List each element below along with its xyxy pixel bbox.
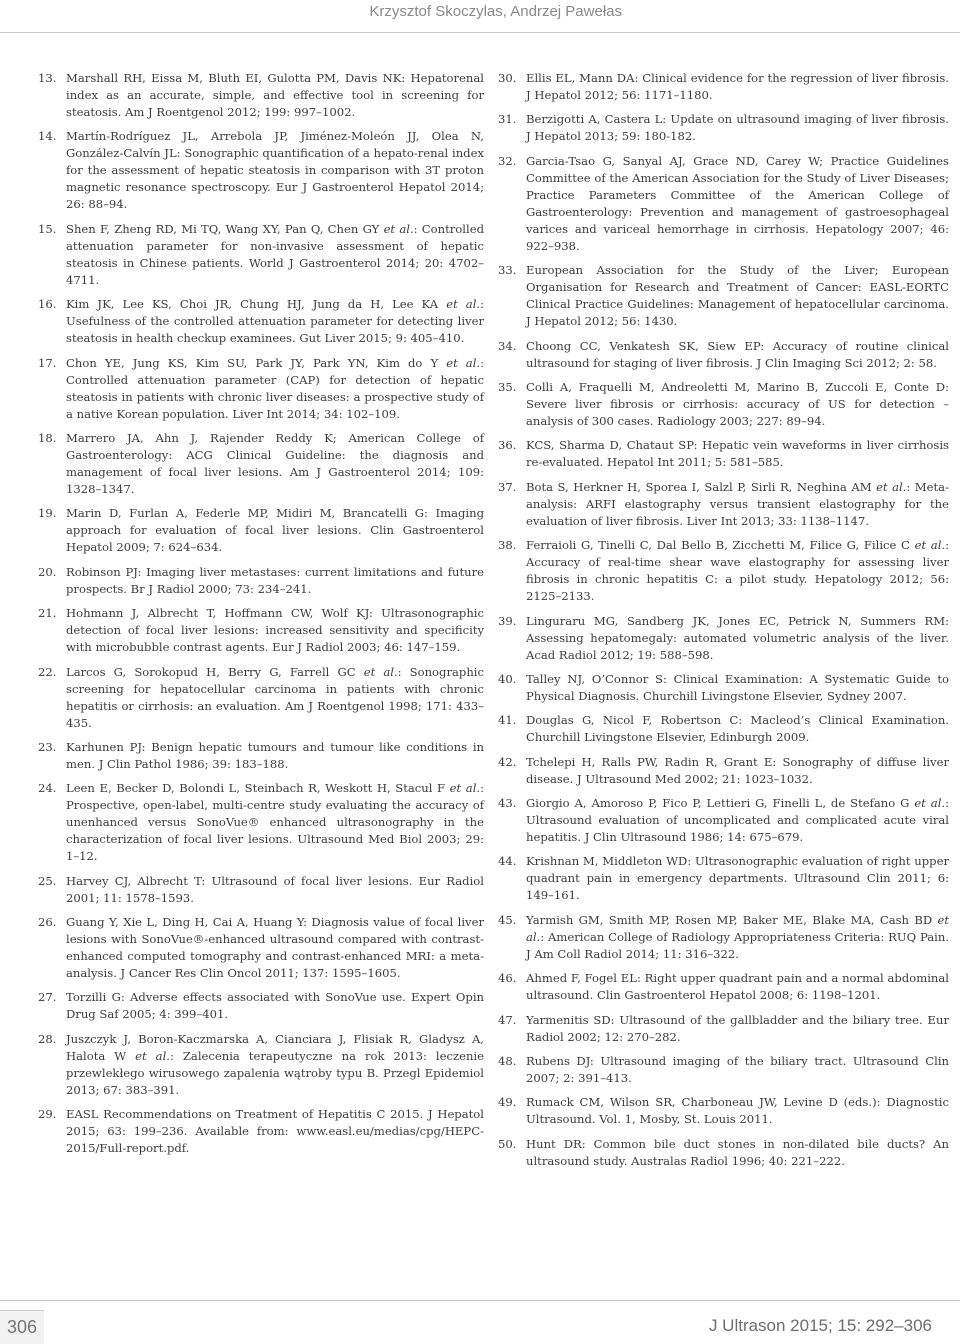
reference-entry bbox=[498, 437, 949, 471]
reference-text: Rubens DJ: Ultrasound imaging of the biliary tract. Ultrasound Clin 2007; 2: 391–413. bbox=[526, 1054, 949, 1086]
reference-number: 50. bbox=[498, 1136, 517, 1151]
reference-number: 18. bbox=[38, 430, 57, 445]
reference-text: Torzilli G: Adverse effects associated with SonoVue use. Expert Opin Drug Saf 2005; 4: 399–401. bbox=[66, 990, 484, 1022]
reference-number: 20. bbox=[38, 564, 57, 579]
reference-text: Garcia-Tsao G, Sanyal AJ, Grace ND, Carey W; Practice Guidelines Committee of the American Association for the Study of Liver Diseases; Practice Parameters Committee of the American College of Gastroenterology: Prevention and management of gastroesophageal varices and variceal hemorrhage in cirrhosis. Hepatology 2007; 46: 922–938. bbox=[526, 153, 949, 253]
reference-entry bbox=[498, 379, 949, 430]
reference-text: Marshall RH, Eissa M, Bluth EI, Gulotta PM, Davis NK: Hepatorenal index as an accurate, simple, and effective tool in screening for steatosis. Am J Roentgenol 2012; 199: 997–1002. bbox=[66, 71, 484, 119]
reference-number: 13. bbox=[38, 71, 57, 85]
reference-text: Hunt DR: Common bile duct stones in non-dilated bile ducts? An ultrasound study. Australas Radiol 1996; 40: 221–222. bbox=[526, 1136, 949, 1168]
reference-entry bbox=[38, 430, 484, 498]
reference-number: 33. bbox=[498, 263, 517, 278]
reference-entry bbox=[38, 1031, 484, 1099]
reference-number: 24. bbox=[38, 781, 57, 796]
reference-text: Douglas G, Nicol F, Robertson C: Macleod’s Clinical Examination. Churchill Livingstone Elsevier, Edinburgh 2009. bbox=[526, 713, 949, 745]
reference-text: Hohmann J, Albrecht T, Hoffmann CW, Wolf KJ: Ultrasonographic detection of focal liver lesions: increased sensitivity and specificity with microbubble contrast agents. Eur J Radiol 2003; 46: 147–159. bbox=[66, 606, 484, 655]
reference-number: 30. bbox=[498, 71, 517, 85]
reference-text: Marrero JA, Ahn J, Rajender Reddy K; American College of Gastroenterology: ACG Clinical Guideline: the diagnosis and management of focal liver lesions. Am J Gastroenterol 2014; 109: 1328–1347. bbox=[66, 430, 484, 496]
reference-number: 43. bbox=[498, 796, 517, 811]
reference-number: 34. bbox=[498, 338, 517, 353]
reference-text: Bota S, Herkner H, Sporea I, Salzl P, Sirli R, Neghina AM et al.: Meta-analysis: ARFI elastography versus transient elastography for the evaluation of liver fibrosis. Liver Int 2013; 33: 1138–1147. bbox=[526, 479, 950, 528]
reference-entry bbox=[38, 128, 484, 213]
reference-number: 36. bbox=[498, 438, 517, 453]
reference-text: Chon YE, Jung KS, Kim SU, Park JY, Park YN, Kim do Y et al.: Controlled attenuation parameter (CAP) for detection of hepatic steatosis in patients with chronic liver diseases: a prospective study of a native Korean population. Liver Int 2014; 34: 102–109. bbox=[66, 355, 485, 421]
reference-text: Choong CC, Venkatesh SK, Siew EP: Accuracy of routine clinical ultrasound for staging of liver fibrosis. J Clin Imaging Sci 2012; 2: 58. bbox=[526, 338, 949, 370]
reference-entry bbox=[498, 1094, 949, 1128]
reference-entry bbox=[498, 912, 949, 963]
reference-number: 21. bbox=[38, 606, 57, 621]
reference-number: 39. bbox=[498, 613, 517, 628]
reference-number: 41. bbox=[498, 713, 517, 728]
reference-entry bbox=[38, 739, 484, 773]
reference-entry bbox=[498, 613, 949, 664]
journal-citation: J Ultrason 2015; 15: 292–306 bbox=[708, 1316, 932, 1335]
reference-text: Krishnan M, Middleton WD: Ultrasonographic evaluation of right upper quadrant pain in emergency departments. Ultrasound Clin 2011; 6: 149–161. bbox=[526, 854, 949, 903]
reference-number: 46. bbox=[498, 971, 517, 986]
reference-entry bbox=[38, 355, 484, 423]
reference-text: Larcos G, Sorokopud H, Berry G, Farrell GC et al.: Sonographic screening for hepatocellular carcinoma in patients with chronic hepatitis or cirrhosis: an evaluation. Am J Roentgenol 1998; 171: 433–435. bbox=[66, 664, 485, 730]
reference-number: 42. bbox=[498, 754, 517, 769]
references-left-column bbox=[38, 70, 484, 1165]
reference-entry bbox=[498, 262, 949, 330]
reference-entry bbox=[498, 479, 949, 530]
reference-number: 47. bbox=[498, 1012, 517, 1027]
reference-text: Berzigotti A, Castera L: Update on ultrasound imaging of liver fibrosis. J Hepatol 2013; 59: 180-182. bbox=[526, 112, 949, 144]
references-right-column bbox=[498, 70, 949, 1177]
reference-entry bbox=[498, 712, 949, 746]
reference-number: 38. bbox=[498, 538, 517, 553]
reference-entry bbox=[38, 296, 484, 347]
reference-entry bbox=[498, 111, 949, 145]
reference-text: Ferraioli G, Tinelli C, Dal Bello B, Zicchetti M, Filice G, Filice C et al.: Accuracy of real-time shear wave elastography for assessing liver fibrosis in chronic hepatitis C: a pilot study. Hepatology 2012; 56: 2125–2133. bbox=[526, 538, 950, 604]
reference-text: Harvey CJ, Albrecht T: Ultrasound of focal liver lesions. Eur Radiol 2001; 11: 1578–1593. bbox=[66, 873, 484, 905]
reference-text: Talley NJ, O’Connor S: Clinical Examination: A Systematic Guide to Physical Diagnosis. Churchill Livingstone Elsevier, Sydney 2007. bbox=[526, 671, 949, 703]
reference-number: 26. bbox=[38, 915, 57, 930]
reference-number: 25. bbox=[38, 873, 57, 888]
reference-text: Shen F, Zheng RD, Mi TQ, Wang XY, Pan Q, Chen GY et al.: Controlled attenuation parameter for non-invasive assessment of hepatic steatosis in Chinese patients. World J Gastroenterol 2014; 20: 4702–4711. bbox=[66, 221, 484, 287]
reference-text: Colli A, Fraquelli M, Andreoletti M, Marino B, Zuccoli E, Conte D: Severe liver fibrosis or cirrhosis: accuracy of US for detection – analysis of 300 cases. Radiology 2003; 227: 89–94. bbox=[526, 379, 949, 428]
reference-text: KCS, Sharma D, Chataut SP: Hepatic vein waveforms in liver cirrhosis re-evaluated. Hepatol Int 2011; 5: 581–585. bbox=[526, 438, 949, 470]
reference-entry bbox=[38, 605, 484, 656]
reference-entry bbox=[38, 873, 484, 907]
reference-text: EASL Recommendations on Treatment of Hepatitis C 2015. J Hepatol 2015; 63: 199–236. Available from: www.easl.eu/medias/cpg/HEPC-2015/Full-report.pdf. bbox=[66, 1107, 484, 1156]
page-number: 306 bbox=[0, 1310, 44, 1344]
reference-text: Robinson PJ: Imaging liver metastases: current limitations and future prospects. Br J Radiol 2000; 73: 234–241. bbox=[66, 564, 484, 596]
reference-number: 49. bbox=[498, 1095, 517, 1110]
reference-number: 17. bbox=[38, 355, 57, 370]
reference-text: Yarmish GM, Smith MP, Rosen MP, Baker ME, Blake MA, Cash BD et al.: American College of Radiology Appropriateness Criteria: RUQ Pain. J Am Coll Radiol 2014; 11: 316–322. bbox=[526, 912, 949, 961]
reference-text: Rumack CM, Wilson SR, Charboneau JW, Levine D (eds.): Diagnostic Ultrasound. Vol. 1, Mosby, St. Louis 2011. bbox=[526, 1095, 949, 1127]
reference-number: 27. bbox=[38, 990, 57, 1005]
reference-text: European Association for the Study of the Liver; European Organisation for Research and Treatment of Cancer: EASL-EORTC Clinical Practice Guidelines: Management of hepatocellular carcinoma. J Hepatol 2012; 56: 1430. bbox=[526, 263, 949, 329]
reference-entry bbox=[498, 1053, 949, 1087]
reference-text: Ellis EL, Mann DA: Clinical evidence for the regression of liver fibrosis. J Hepatol 2012; 56: 1171–1180. bbox=[526, 71, 949, 102]
reference-number: 16. bbox=[38, 297, 57, 312]
reference-text: Guang Y, Xie L, Ding H, Cai A, Huang Y: Diagnosis value of focal liver lesions with SonoVue®-enhanced ultrasound compared with contrast-enhanced computed tomography and contrast-enhanced MRI: a meta-analysis. J Cancer Res Clin Oncol 2011; 137: 1595–1605. bbox=[66, 915, 484, 981]
reference-entry bbox=[38, 70, 484, 121]
reference-text: Yarmenitis SD: Ultrasound of the gallbladder and the biliary tree. Eur Radiol 2002; 12: 270–282. bbox=[526, 1012, 949, 1044]
reference-entry bbox=[498, 671, 949, 705]
reference-number: 14. bbox=[38, 129, 57, 144]
reference-entry bbox=[38, 780, 484, 865]
reference-number: 22. bbox=[38, 664, 57, 679]
reference-number: 23. bbox=[38, 739, 57, 754]
reference-number: 35. bbox=[498, 379, 517, 394]
reference-text: Kim JK, Lee KS, Choi JR, Chung HJ, Jung da H, Lee KA et al.: Usefulness of the controlled attenuation parameter for detecting liver steatosis in health checkup examinees. Gut Liver 2015; 9: 405–410. bbox=[66, 297, 485, 346]
reference-number: 40. bbox=[498, 671, 517, 686]
reference-entry bbox=[498, 1012, 949, 1046]
reference-number: 29. bbox=[38, 1107, 57, 1122]
reference-entry bbox=[38, 505, 484, 556]
reference-entry bbox=[498, 853, 949, 904]
reference-number: 48. bbox=[498, 1054, 517, 1069]
reference-text: Marin D, Furlan A, Federle MP, Midiri M, Brancatelli G: Imaging approach for evaluation of focal liver lesions. Clin Gastroenterol Hepatol 2009; 7: 624–634. bbox=[66, 506, 484, 555]
reference-entry bbox=[38, 1106, 484, 1157]
reference-text: Giorgio A, Amoroso P, Fico P, Lettieri G, Finelli L, de Stefano G et al.: Ultrasound evaluation of uncomplicated and complicated acute viral hepatitis. J Clin Ultrasound 1986; 14: 675–679. bbox=[526, 796, 949, 845]
reference-entry bbox=[38, 564, 484, 598]
reference-entry bbox=[498, 70, 949, 104]
reference-entry bbox=[498, 1136, 949, 1170]
reference-entry bbox=[498, 153, 949, 255]
page-header bbox=[0, 0, 960, 33]
reference-text: Juszczyk J, Boron-Kaczmarska A, Cianciara J, Flisiak R, Gladysz A, Halota W et al.: Zalecenia terapeutyczne na rok 2013: leczenie przewlekłego wirusowego zapalenia wątroby typu B. Przegl Epidemiol 2013; 67: 383–391. bbox=[66, 1031, 484, 1097]
reference-text: Martín-Rodríguez JL, Arrebola JP, Jiménez-Moleón JJ, Olea N, González-Calvín JL: Sonographic quantification of a hepato-renal index for the assessment of hepatic steatosis in comparison with 3T proton magnetic resonance spectroscopy. Eur J Gastroenterol Hepatol 2014; 26: 88–94. bbox=[66, 129, 484, 212]
running-head-authors: Krzysztof Skoczylas, Andrzej Pawełas bbox=[369, 3, 622, 20]
reference-entry bbox=[38, 664, 484, 732]
reference-entry bbox=[38, 914, 484, 982]
reference-entry bbox=[498, 537, 949, 605]
reference-entry bbox=[498, 970, 949, 1004]
reference-number: 28. bbox=[38, 1031, 57, 1046]
reference-text: Karhunen PJ: Benign hepatic tumours and tumour like conditions in men. J Clin Pathol 1986; 39: 183–188. bbox=[66, 739, 484, 771]
reference-text: Linguraru MG, Sandberg JK, Jones EC, Petrick N, Summers RM: Assessing hepatomegaly: automated volumetric analysis of the liver. Acad Radiol 2012; 19: 588–598. bbox=[526, 613, 949, 662]
reference-number: 31. bbox=[498, 112, 517, 127]
reference-number: 45. bbox=[498, 912, 517, 927]
reference-entry bbox=[38, 221, 484, 289]
reference-number: 44. bbox=[498, 854, 517, 869]
reference-number: 15. bbox=[38, 221, 57, 236]
reference-text: Leen E, Becker D, Bolondi L, Steinbach R, Weskott H, Stacul F et al.: Prospective, open-label, multi-centre study evaluating the accuracy of unenhanced versus SonoVue® enhanced ultrasonography in the characterization of focal liver lesions. Ultrasound Med Biol 2003; 29: 1–12. bbox=[66, 781, 484, 864]
reference-text: Tchelepi H, Ralls PW, Radin R, Grant E: Sonography of diffuse liver disease. J Ultrasound Med 2002; 21: 1023–1032. bbox=[526, 754, 949, 786]
reference-number: 19. bbox=[38, 506, 57, 521]
reference-text: Ahmed F, Fogel EL: Right upper quadrant pain and a normal abdominal ultrasound. Clin Gastroenterol Hepatol 2008; 6: 1198–1201. bbox=[526, 971, 949, 1003]
footer-divider bbox=[0, 1300, 960, 1301]
reference-number: 32. bbox=[498, 153, 517, 168]
reference-number: 37. bbox=[498, 479, 517, 494]
reference-entry bbox=[498, 338, 949, 372]
reference-entry bbox=[38, 989, 484, 1023]
reference-entry bbox=[498, 795, 949, 846]
reference-entry bbox=[498, 754, 949, 788]
